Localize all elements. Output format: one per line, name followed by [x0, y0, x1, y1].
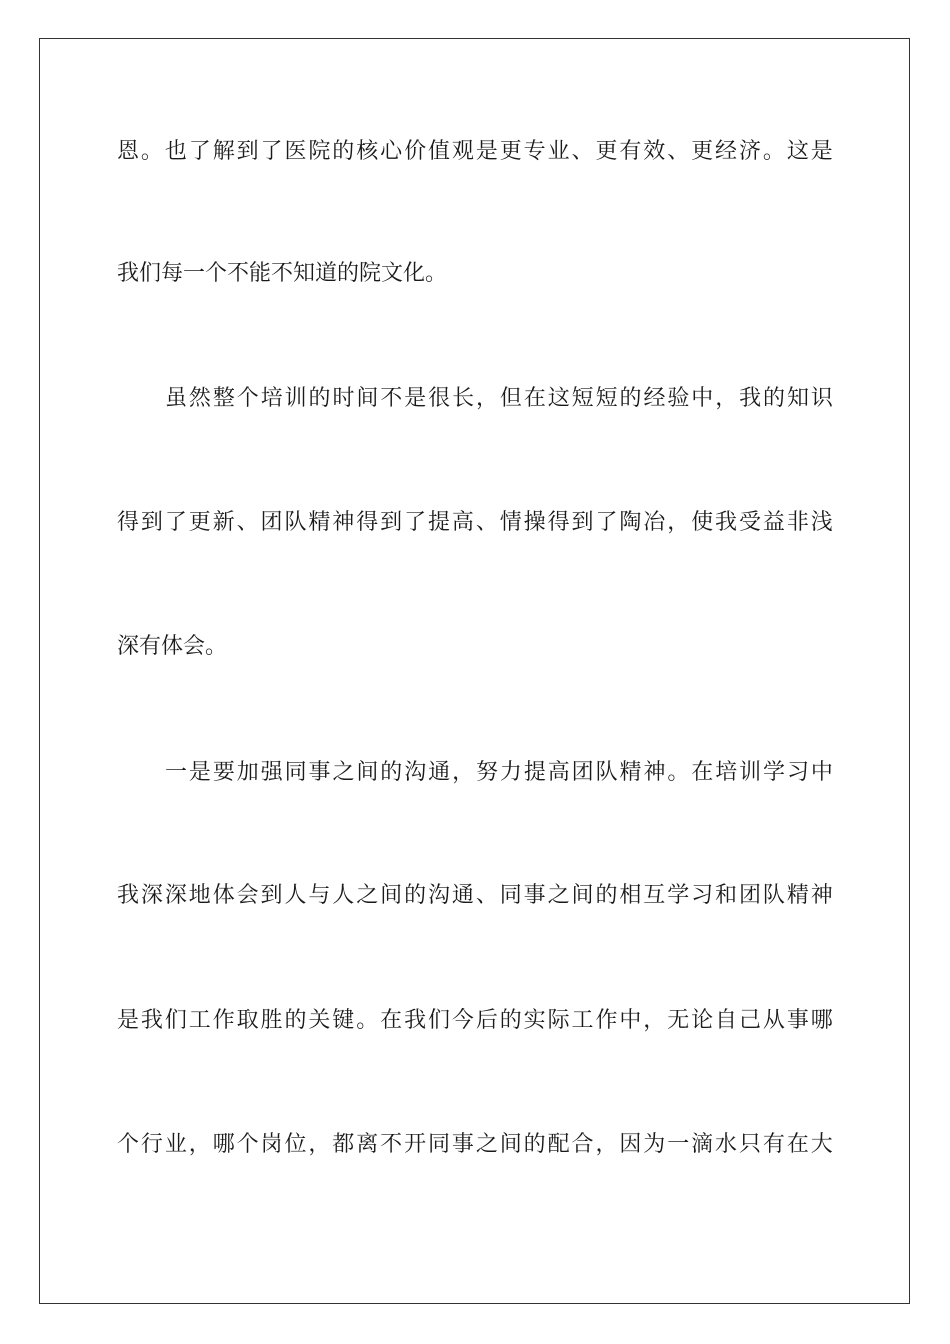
text-char: 但 [499, 386, 522, 411]
text-char: 到 [380, 510, 403, 535]
text-char: 实 [523, 1008, 546, 1033]
text-char: 了 [260, 139, 283, 164]
text-line-9 [117, 1130, 833, 1160]
text-char: 更 [595, 139, 618, 164]
text-char: 中 [810, 760, 833, 785]
text-char: 中 [619, 1008, 642, 1033]
text-char: 之 [332, 760, 355, 785]
text-char: 使 [691, 510, 714, 535]
text-char: 为 [643, 1132, 666, 1157]
text-char: 业 [164, 1132, 187, 1157]
text-char: 沟 [427, 883, 450, 908]
text-char: 强 [260, 760, 283, 785]
text-char: 人 [284, 883, 307, 908]
text-char: 神 [810, 883, 833, 908]
text-char: 高 [451, 510, 474, 535]
text-char: 提 [427, 510, 450, 535]
text-char: 我 [739, 386, 762, 411]
text-char: 冶 [643, 510, 666, 535]
text-char: 的 [380, 760, 403, 785]
text-char: 队 [284, 510, 307, 535]
text-char: 训 [284, 386, 307, 411]
text-char: 作 [595, 1008, 618, 1033]
text-char: 会 [236, 883, 259, 908]
text-char: 。 [667, 760, 690, 785]
text-char: 的 [595, 883, 618, 908]
text-char: 是 [404, 386, 427, 411]
text-line-1 [117, 137, 833, 167]
text-char: 神 [643, 760, 666, 785]
text-char: 间 [356, 386, 379, 411]
text-char: ， [188, 1132, 211, 1157]
text-char: 己 [738, 1008, 761, 1033]
text-char: 团 [260, 510, 283, 535]
text-char: 的 [523, 1132, 546, 1157]
text-char: 益 [762, 510, 785, 535]
text-char: 这 [786, 139, 809, 164]
text-char: 更 [188, 510, 211, 535]
text-char: 是 [475, 139, 498, 164]
text-char: 有 [762, 1132, 785, 1157]
text-char: 中 [691, 386, 714, 411]
text-char: 情 [499, 510, 522, 535]
text-char: 间 [571, 883, 594, 908]
text-char: 同 [284, 760, 307, 785]
text-char: ， [643, 1008, 666, 1033]
text-char: 学 [763, 760, 786, 785]
text-char: 在 [523, 386, 546, 411]
text-char: 无 [667, 1008, 690, 1033]
text-char: 短 [571, 386, 594, 411]
text-char: 得 [117, 510, 140, 535]
text-char: 合 [571, 1132, 594, 1157]
text-char: 学 [667, 883, 690, 908]
text-char: 哪 [212, 1132, 235, 1157]
text-char: 、 [667, 139, 690, 164]
text-char: 行 [140, 1132, 163, 1157]
text-char: 岗 [260, 1132, 283, 1157]
text-char: 位 [284, 1132, 307, 1157]
text-char: ， [667, 510, 690, 535]
text-char: 加 [236, 760, 259, 785]
text-char: 和 [715, 883, 738, 908]
text-char: 医 [284, 139, 307, 164]
text-char: 习 [786, 760, 809, 785]
text-char: 取 [236, 1008, 259, 1033]
text-char: 不 [380, 386, 403, 411]
text-char: 之 [356, 883, 379, 908]
text-char: 离 [356, 1132, 379, 1157]
text-char: 到 [571, 510, 594, 535]
text-char: 开 [404, 1132, 427, 1157]
text-char: 的 [763, 386, 786, 411]
text-char: 我 [117, 883, 140, 908]
text-line-7 [117, 881, 833, 911]
text-char: 识 [810, 386, 833, 411]
text-char: 们 [427, 1008, 450, 1033]
text-char: 长 [452, 386, 475, 411]
text-char: 在 [380, 1008, 403, 1033]
text-char: 习 [691, 883, 714, 908]
text-char: 地 [188, 883, 211, 908]
text-char: 到 [260, 883, 283, 908]
text-char: 一 [165, 760, 188, 785]
text-char: 事 [523, 883, 546, 908]
text-char: 通 [428, 760, 451, 785]
text-char: 沟 [404, 760, 427, 785]
text-char: 神 [332, 510, 355, 535]
text-char: 的 [308, 386, 331, 411]
text-char: 经 [715, 139, 738, 164]
text-char: 、 [475, 510, 498, 535]
text-char: 。 [140, 139, 163, 164]
text-char: 的 [284, 1008, 307, 1033]
text-char: 到 [140, 510, 163, 535]
text-char: 的 [619, 386, 642, 411]
text-char: 效 [643, 139, 666, 164]
text-char: 互 [643, 883, 666, 908]
text-char: 精 [786, 883, 809, 908]
text-char: 事 [451, 1132, 474, 1157]
text-char: 得 [356, 510, 379, 535]
text-char: 。 [356, 1008, 379, 1033]
text-char: 体 [212, 883, 235, 908]
text-char: 个 [117, 1132, 140, 1157]
text-char: 队 [762, 883, 785, 908]
text-char: 只 [738, 1132, 761, 1157]
text-char: 浅 [810, 510, 833, 535]
text-char: 。 [762, 139, 785, 164]
text-char: 事 [308, 760, 331, 785]
text-char: 时 [332, 386, 355, 411]
text-char: 我 [404, 1008, 427, 1033]
text-char: 济 [738, 139, 761, 164]
text-char: 配 [547, 1132, 570, 1157]
text-char: 作 [212, 1008, 235, 1033]
text-char: 我 [140, 1008, 163, 1033]
text-char: 从 [762, 1008, 785, 1033]
text-char: 团 [738, 883, 761, 908]
text-char: ， [715, 386, 738, 411]
text-char: 后 [475, 1008, 498, 1033]
text-char: 都 [332, 1132, 355, 1157]
text-char: 了 [164, 510, 187, 535]
text-char: 经 [643, 386, 666, 411]
text-char: 团 [571, 760, 594, 785]
text-line-4 [117, 508, 833, 538]
text-char: 知 [786, 386, 809, 411]
text-char: 核 [356, 139, 379, 164]
text-char: 哪 [810, 1008, 833, 1033]
text-char: 深 [164, 883, 187, 908]
text-line-3 [117, 384, 833, 414]
text-char: 观 [451, 139, 474, 164]
text-char: 通 [451, 883, 474, 908]
text-char: 、 [475, 883, 498, 908]
text-char: 受 [738, 510, 761, 535]
text-char: 人 [332, 883, 355, 908]
text-char: 深 [140, 883, 163, 908]
text-char: 在 [691, 760, 714, 785]
text-char: ， [595, 1132, 618, 1157]
text-char: 的 [332, 139, 355, 164]
text-char: 键 [332, 1008, 355, 1033]
text-line-6 [117, 758, 833, 788]
text-char: 培 [715, 760, 738, 785]
text-char: 更 [691, 139, 714, 164]
text-char: 工 [188, 1008, 211, 1033]
text-char: 个 [236, 1132, 259, 1157]
text-char: 队 [595, 760, 618, 785]
text-char: 论 [691, 1008, 714, 1033]
text-char: 是 [188, 760, 211, 785]
text-char: 今 [451, 1008, 474, 1033]
text-char: 间 [380, 883, 403, 908]
text-line-2: 我们每一个不能不知道的院文化。 [117, 261, 448, 286]
text-char: 工 [571, 1008, 594, 1033]
text-char: 这 [547, 386, 570, 411]
text-char: 专 [523, 139, 546, 164]
text-char: 不 [380, 1132, 403, 1157]
text-char: 之 [475, 1132, 498, 1157]
text-char: 际 [547, 1008, 570, 1033]
text-char: 了 [595, 510, 618, 535]
text-char: 也 [164, 139, 187, 164]
text-char: 然 [188, 386, 211, 411]
text-char: 训 [739, 760, 762, 785]
text-char: 是 [810, 139, 833, 164]
text-char: 解 [212, 139, 235, 164]
text-char: 提 [523, 760, 546, 785]
text-char: 精 [619, 760, 642, 785]
text-char: 胜 [260, 1008, 283, 1033]
text-char: 、 [236, 510, 259, 535]
text-char: 陶 [619, 510, 642, 535]
text-char: 滴 [691, 1132, 714, 1157]
text-char: 更 [499, 139, 522, 164]
text-char: 验 [667, 386, 690, 411]
text-char: 关 [308, 1008, 331, 1033]
text-char: 了 [188, 139, 211, 164]
text-char: 心 [380, 139, 403, 164]
text-line-8 [117, 1006, 833, 1036]
text-char: 新 [212, 510, 235, 535]
text-char: 到 [236, 139, 259, 164]
text-char: 们 [164, 1008, 187, 1033]
text-char: 虽 [165, 386, 188, 411]
text-char: 有 [619, 139, 642, 164]
text-char: ， [475, 386, 498, 411]
text-char: 恩 [117, 139, 140, 164]
text-char: 同 [427, 1132, 450, 1157]
text-char: 高 [547, 760, 570, 785]
text-char: 自 [715, 1008, 738, 1033]
text-char: 非 [786, 510, 809, 535]
text-line-5: 深有体会。 [117, 634, 228, 659]
text-char: ， [452, 760, 475, 785]
text-char: 的 [499, 1008, 522, 1033]
text-char: 精 [308, 510, 331, 535]
text-char: 个 [236, 386, 259, 411]
text-char: 相 [619, 883, 642, 908]
text-char: 因 [619, 1132, 642, 1157]
text-char: 业 [547, 139, 570, 164]
text-char: 整 [212, 386, 235, 411]
text-char: 很 [428, 386, 451, 411]
text-char: 院 [308, 139, 331, 164]
text-char: 得 [547, 510, 570, 535]
text-char: 大 [810, 1132, 833, 1157]
text-char: 的 [404, 883, 427, 908]
text-char: 水 [715, 1132, 738, 1157]
text-char: 我 [715, 510, 738, 535]
text-char: 要 [212, 760, 235, 785]
text-char: 价 [404, 139, 427, 164]
text-char: 同 [499, 883, 522, 908]
page-border [39, 38, 910, 1304]
text-char: 间 [499, 1132, 522, 1157]
text-char: 间 [356, 760, 379, 785]
text-char: 事 [786, 1008, 809, 1033]
text-char: 力 [499, 760, 522, 785]
text-char: 一 [667, 1132, 690, 1157]
text-char: 与 [308, 883, 331, 908]
text-char: 短 [595, 386, 618, 411]
text-char: 是 [117, 1008, 140, 1033]
text-char: 、 [571, 139, 594, 164]
text-char: 操 [523, 510, 546, 535]
text-char: ， [308, 1132, 331, 1157]
text-char: 培 [260, 386, 283, 411]
text-char: 值 [427, 139, 450, 164]
text-char: 之 [547, 883, 570, 908]
text-char: 努 [475, 760, 498, 785]
text-char: 了 [404, 510, 427, 535]
text-char: 在 [786, 1132, 809, 1157]
